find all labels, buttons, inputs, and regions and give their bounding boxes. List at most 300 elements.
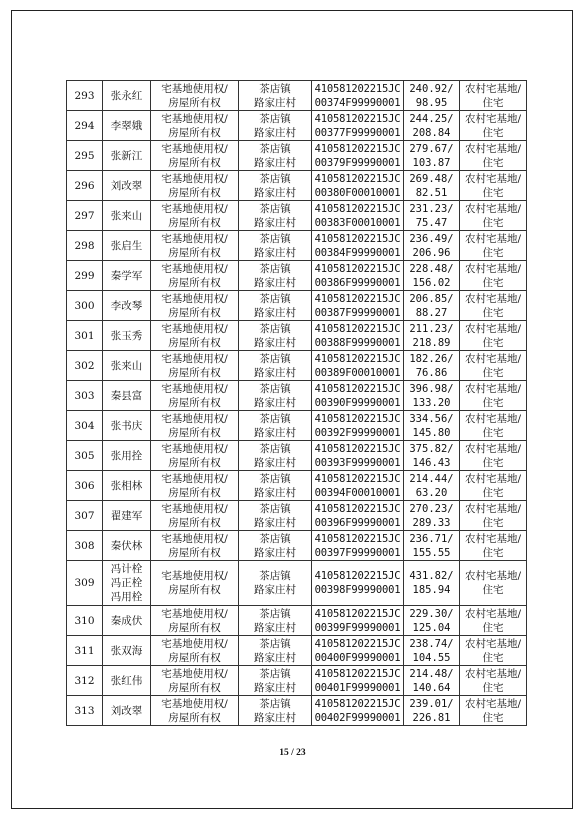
- area-line: 214.44/: [409, 472, 454, 485]
- unit-code-line: 410581202215JC: [314, 637, 401, 650]
- land-use-line: 住宅: [482, 516, 504, 529]
- unit-code-line: 00389F00010001: [314, 366, 401, 379]
- right-type-cell: [151, 351, 239, 381]
- right-type-line: 房屋所有权: [168, 186, 221, 199]
- location-line: 路家庄村: [254, 276, 296, 289]
- location-line: 路家庄村: [254, 396, 296, 409]
- unit-code-cell: [312, 636, 404, 666]
- right-type-line: 宅基地使用权/: [161, 502, 228, 515]
- area-line: 211.23/: [409, 322, 454, 335]
- location-line: 茶店镇: [259, 352, 291, 365]
- right-type-line: 房屋所有权: [168, 584, 221, 596]
- land-use-line: 住宅: [482, 396, 504, 409]
- right-type-cell: [151, 411, 239, 441]
- location-cell: [239, 561, 312, 606]
- land-use-line: 住宅: [482, 336, 504, 349]
- location-line: 路家庄村: [254, 246, 296, 259]
- table-row: [67, 381, 527, 411]
- owner-name-line: 刘改翠: [110, 704, 143, 717]
- land-use-cell: [460, 696, 527, 726]
- right-type-line: 房屋所有权: [168, 651, 221, 664]
- land-use-line: 农村宅基地/: [464, 382, 522, 395]
- land-use-cell: [460, 531, 527, 561]
- land-use-cell: [460, 381, 527, 411]
- land-use-line: 住宅: [482, 546, 504, 559]
- right-type-line: 房屋所有权: [168, 126, 221, 139]
- owner-name-cell: [103, 471, 151, 501]
- unit-code-line: 00399F99990001: [314, 621, 401, 634]
- land-use-cell: [460, 171, 527, 201]
- owner-name-line: 刘改翠: [110, 179, 143, 192]
- location-line: 路家庄村: [254, 306, 296, 319]
- location-cell: [239, 636, 312, 666]
- location-line: 路家庄村: [254, 426, 296, 439]
- unit-code-cell: [312, 141, 404, 171]
- area-line: 269.48/: [409, 172, 454, 185]
- table-row: [67, 696, 527, 726]
- unit-code-line: 00383F00010001: [314, 216, 401, 229]
- table-row: [67, 561, 527, 606]
- area-line: 218.89: [412, 336, 451, 349]
- owner-name-line: 秦学军: [110, 269, 143, 282]
- land-use-cell: [460, 231, 527, 261]
- row-number-cell: 309: [67, 561, 103, 606]
- area-cell: [404, 501, 460, 531]
- unit-code-cell: [312, 291, 404, 321]
- unit-code-line: 410581202215JC: [314, 322, 401, 335]
- unit-code-line: 410581202215JC: [314, 172, 401, 185]
- owner-name-cell: [103, 171, 151, 201]
- right-type-line: 宅基地使用权/: [161, 232, 228, 245]
- table-row: [67, 201, 527, 231]
- area-cell: [404, 141, 460, 171]
- unit-code-line: 410581202215JC: [314, 292, 401, 305]
- unit-code-line: 410581202215JC: [314, 607, 401, 620]
- owner-name-line: 张书庆: [110, 419, 143, 432]
- right-type-line: 房屋所有权: [168, 396, 221, 409]
- location-cell: [239, 666, 312, 696]
- row-number-cell: 298: [67, 231, 103, 261]
- location-line: 路家庄村: [254, 681, 296, 694]
- unit-code-line: 00398F99990001: [314, 584, 401, 596]
- right-type-cell: [151, 111, 239, 141]
- area-cell: [404, 261, 460, 291]
- right-type-line: 房屋所有权: [168, 456, 221, 469]
- land-use-line: 农村宅基地/: [464, 112, 522, 125]
- owner-name-line: 张来山: [110, 359, 143, 372]
- location-cell: [239, 321, 312, 351]
- unit-code-cell: [312, 411, 404, 441]
- owner-name-cell: [103, 141, 151, 171]
- location-line: 茶店镇: [259, 532, 291, 545]
- right-type-cell: [151, 291, 239, 321]
- table-body: [67, 81, 527, 726]
- owner-name-line: 秦成伏: [110, 614, 143, 627]
- unit-code-line: 00400F99990001: [314, 651, 401, 664]
- unit-code-cell: [312, 561, 404, 606]
- location-line: 路家庄村: [254, 546, 296, 559]
- right-type-line: 宅基地使用权/: [161, 532, 228, 545]
- table-row: [67, 441, 527, 471]
- area-line: 239.01/: [409, 697, 454, 710]
- land-use-cell: [460, 471, 527, 501]
- unit-code-cell: [312, 261, 404, 291]
- area-cell: [404, 441, 460, 471]
- area-line: 185.94: [412, 584, 451, 596]
- owner-name-line: 张红伟: [110, 674, 143, 687]
- owner-name-line: 张永红: [110, 89, 143, 102]
- unit-code-cell: [312, 531, 404, 561]
- area-cell: [404, 606, 460, 636]
- right-type-cell: [151, 81, 239, 111]
- unit-code-line: 410581202215JC: [314, 412, 401, 425]
- location-line: 茶店镇: [259, 472, 291, 485]
- owner-name-cell: [103, 351, 151, 381]
- row-number-cell: 299: [67, 261, 103, 291]
- location-cell: [239, 171, 312, 201]
- table-row: [67, 501, 527, 531]
- land-use-line: 住宅: [482, 216, 504, 229]
- unit-code-line: 410581202215JC: [314, 142, 401, 155]
- location-line: 茶店镇: [259, 502, 291, 515]
- unit-code-line: 410581202215JC: [314, 232, 401, 245]
- area-line: 155.55: [412, 546, 451, 559]
- area-line: 431.82/: [409, 570, 454, 582]
- location-cell: [239, 471, 312, 501]
- owner-name-line: 张新江: [110, 149, 143, 162]
- location-line: 路家庄村: [254, 336, 296, 349]
- unit-code-line: 00379F99990001: [314, 156, 401, 169]
- area-cell: [404, 666, 460, 696]
- location-line: 路家庄村: [254, 96, 296, 109]
- area-line: 375.82/: [409, 442, 454, 455]
- area-line: 103.87: [412, 156, 451, 169]
- land-use-line: 农村宅基地/: [464, 532, 522, 545]
- unit-code-line: 00393F99990001: [314, 456, 401, 469]
- land-use-line: 住宅: [482, 426, 504, 439]
- area-cell: [404, 636, 460, 666]
- row-number-cell: 301: [67, 321, 103, 351]
- right-type-cell: [151, 261, 239, 291]
- location-line: 路家庄村: [254, 584, 296, 596]
- owner-name-cell: [103, 231, 151, 261]
- area-line: 396.98/: [409, 382, 454, 395]
- area-line: 244.25/: [409, 112, 454, 125]
- land-use-line: 农村宅基地/: [464, 412, 522, 425]
- land-use-line: 农村宅基地/: [464, 322, 522, 335]
- area-line: 98.95: [415, 96, 448, 109]
- table-row: [67, 321, 527, 351]
- right-type-line: 宅基地使用权/: [161, 322, 228, 335]
- right-type-line: 房屋所有权: [168, 216, 221, 229]
- unit-code-line: 00401F99990001: [314, 681, 401, 694]
- owner-name-cell: [103, 201, 151, 231]
- area-cell: [404, 696, 460, 726]
- owner-name-cell: [103, 111, 151, 141]
- row-number-cell: 293: [67, 81, 103, 111]
- location-cell: [239, 441, 312, 471]
- right-type-line: 房屋所有权: [168, 711, 221, 724]
- table-row: [67, 261, 527, 291]
- location-line: 路家庄村: [254, 186, 296, 199]
- location-line: 茶店镇: [259, 262, 291, 275]
- owner-name-cell: [103, 666, 151, 696]
- location-line: 茶店镇: [259, 142, 291, 155]
- right-type-cell: [151, 501, 239, 531]
- unit-code-line: 410581202215JC: [314, 570, 401, 582]
- owner-name-cell: [103, 261, 151, 291]
- land-use-cell: [460, 111, 527, 141]
- right-type-cell: [151, 441, 239, 471]
- location-line: 路家庄村: [254, 486, 296, 499]
- right-type-line: 宅基地使用权/: [161, 262, 228, 275]
- land-use-cell: [460, 411, 527, 441]
- location-line: 茶店镇: [259, 697, 291, 710]
- area-cell: [404, 171, 460, 201]
- land-use-line: 住宅: [482, 96, 504, 109]
- owner-name-line: 冯正栓: [110, 577, 143, 589]
- unit-code-line: 00387F99990001: [314, 306, 401, 319]
- table-row: [67, 231, 527, 261]
- area-cell: [404, 111, 460, 141]
- owner-name-line: 张相林: [110, 479, 143, 492]
- land-use-line: 住宅: [482, 366, 504, 379]
- owner-name-cell: [103, 321, 151, 351]
- unit-code-line: 00377F99990001: [314, 126, 401, 139]
- land-use-line: 农村宅基地/: [464, 352, 522, 365]
- area-cell: [404, 381, 460, 411]
- area-line: 214.48/: [409, 667, 454, 680]
- land-use-line: 农村宅基地/: [464, 232, 522, 245]
- owner-name-line: 张玉秀: [110, 329, 143, 342]
- land-use-line: 农村宅基地/: [464, 472, 522, 485]
- row-number-cell: 306: [67, 471, 103, 501]
- unit-code-line: 410581202215JC: [314, 382, 401, 395]
- right-type-line: 房屋所有权: [168, 96, 221, 109]
- unit-code-line: 00394F00010001: [314, 486, 401, 499]
- location-cell: [239, 261, 312, 291]
- unit-code-line: 410581202215JC: [314, 112, 401, 125]
- unit-code-cell: [312, 696, 404, 726]
- owner-name-line: 翟建军: [110, 509, 143, 522]
- location-cell: [239, 81, 312, 111]
- area-line: 76.86: [415, 366, 448, 379]
- location-line: 茶店镇: [259, 202, 291, 215]
- right-type-line: 宅基地使用权/: [161, 382, 228, 395]
- right-type-line: 宅基地使用权/: [161, 112, 228, 125]
- right-type-line: 宅基地使用权/: [161, 570, 228, 582]
- unit-code-line: 410581202215JC: [314, 697, 401, 710]
- unit-code-line: 410581202215JC: [314, 82, 401, 95]
- right-type-line: 房屋所有权: [168, 516, 221, 529]
- area-line: 226.81: [412, 711, 451, 724]
- right-type-cell: [151, 381, 239, 411]
- area-line: 82.51: [415, 186, 448, 199]
- right-type-line: 宅基地使用权/: [161, 697, 228, 710]
- right-type-line: 宅基地使用权/: [161, 292, 228, 305]
- area-line: 206.85/: [409, 292, 454, 305]
- location-line: 路家庄村: [254, 621, 296, 634]
- owner-name-cell: [103, 501, 151, 531]
- row-number-cell: 300: [67, 291, 103, 321]
- right-type-line: 房屋所有权: [168, 336, 221, 349]
- area-line: 289.33: [412, 516, 451, 529]
- location-cell: [239, 381, 312, 411]
- unit-code-line: 410581202215JC: [314, 502, 401, 515]
- land-use-cell: [460, 321, 527, 351]
- area-cell: [404, 81, 460, 111]
- right-type-line: 宅基地使用权/: [161, 472, 228, 485]
- unit-code-cell: [312, 231, 404, 261]
- row-number-cell: 311: [67, 636, 103, 666]
- unit-code-line: 00374F99990001: [314, 96, 401, 109]
- right-type-cell: [151, 666, 239, 696]
- owner-name-line: 李翠娥: [110, 119, 143, 132]
- table-row: [67, 351, 527, 381]
- unit-code-line: 410581202215JC: [314, 532, 401, 545]
- unit-code-line: 00386F99990001: [314, 276, 401, 289]
- land-use-line: 农村宅基地/: [464, 697, 522, 710]
- row-number-cell: 307: [67, 501, 103, 531]
- area-line: 228.48/: [409, 262, 454, 275]
- owner-name-line: 秦伏林: [110, 539, 143, 552]
- location-line: 路家庄村: [254, 516, 296, 529]
- location-line: 茶店镇: [259, 637, 291, 650]
- owner-name-line: 张来山: [110, 209, 143, 222]
- table-row: [67, 141, 527, 171]
- row-number-cell: 310: [67, 606, 103, 636]
- area-line: 133.20: [412, 396, 451, 409]
- unit-code-cell: [312, 471, 404, 501]
- right-type-cell: [151, 531, 239, 561]
- unit-code-cell: [312, 441, 404, 471]
- land-use-cell: [460, 441, 527, 471]
- unit-code-line: 410581202215JC: [314, 472, 401, 485]
- location-cell: [239, 696, 312, 726]
- area-line: 156.02: [412, 276, 451, 289]
- unit-code-line: 410581202215JC: [314, 667, 401, 680]
- area-line: 240.92/: [409, 82, 454, 95]
- unit-code-line: 00392F99990001: [314, 426, 401, 439]
- land-use-line: 农村宅基地/: [464, 142, 522, 155]
- table-row: [67, 531, 527, 561]
- location-cell: [239, 291, 312, 321]
- location-line: 茶店镇: [259, 570, 291, 582]
- land-use-line: 住宅: [482, 186, 504, 199]
- area-cell: [404, 291, 460, 321]
- table-row: [67, 411, 527, 441]
- right-type-line: 房屋所有权: [168, 306, 221, 319]
- land-use-line: 住宅: [482, 126, 504, 139]
- location-cell: [239, 411, 312, 441]
- land-use-line: 农村宅基地/: [464, 262, 522, 275]
- area-line: 279.67/: [409, 142, 454, 155]
- right-type-line: 房屋所有权: [168, 681, 221, 694]
- area-line: 146.43: [412, 456, 451, 469]
- right-type-line: 宅基地使用权/: [161, 82, 228, 95]
- right-type-line: 房屋所有权: [168, 621, 221, 634]
- location-line: 茶店镇: [259, 172, 291, 185]
- right-type-line: 房屋所有权: [168, 276, 221, 289]
- owner-name-line: 张启生: [110, 239, 143, 252]
- row-number-cell: 304: [67, 411, 103, 441]
- land-use-cell: [460, 201, 527, 231]
- unit-code-line: 00384F99990001: [314, 246, 401, 259]
- right-type-line: 宅基地使用权/: [161, 412, 228, 425]
- land-use-line: 住宅: [482, 246, 504, 259]
- area-line: 334.56/: [409, 412, 454, 425]
- area-cell: [404, 471, 460, 501]
- area-line: 125.04: [412, 621, 451, 634]
- owner-name-cell: [103, 291, 151, 321]
- table-row: [67, 606, 527, 636]
- unit-code-line: 00380F00010001: [314, 186, 401, 199]
- unit-code-line: 00390F99990001: [314, 396, 401, 409]
- land-use-line: 农村宅基地/: [464, 202, 522, 215]
- table-row: [67, 111, 527, 141]
- right-type-line: 房屋所有权: [168, 156, 221, 169]
- area-cell: [404, 531, 460, 561]
- location-cell: [239, 501, 312, 531]
- area-cell: [404, 411, 460, 441]
- owner-name-line: 张用拴: [110, 449, 143, 462]
- land-use-cell: [460, 561, 527, 606]
- land-use-line: 农村宅基地/: [464, 667, 522, 680]
- row-number-cell: 313: [67, 696, 103, 726]
- land-use-line: 住宅: [482, 621, 504, 634]
- unit-code-cell: [312, 201, 404, 231]
- land-use-line: 农村宅基地/: [464, 82, 522, 95]
- location-line: 茶店镇: [259, 292, 291, 305]
- location-cell: [239, 141, 312, 171]
- land-use-line: 住宅: [482, 711, 504, 724]
- owner-name-cell: [103, 606, 151, 636]
- right-type-line: 宅基地使用权/: [161, 142, 228, 155]
- location-line: 茶店镇: [259, 667, 291, 680]
- unit-code-line: 00397F99990001: [314, 546, 401, 559]
- owner-name-cell: [103, 696, 151, 726]
- land-use-line: 农村宅基地/: [464, 442, 522, 455]
- row-number-cell: 303: [67, 381, 103, 411]
- table-row: [67, 81, 527, 111]
- location-line: 路家庄村: [254, 156, 296, 169]
- location-line: 茶店镇: [259, 412, 291, 425]
- row-number-cell: 305: [67, 441, 103, 471]
- right-type-cell: [151, 606, 239, 636]
- right-type-cell: [151, 141, 239, 171]
- location-line: 茶店镇: [259, 442, 291, 455]
- table-row: [67, 291, 527, 321]
- area-line: 140.64: [412, 681, 451, 694]
- row-number-cell: 308: [67, 531, 103, 561]
- owner-name-cell: [103, 381, 151, 411]
- property-register-table: [66, 80, 527, 726]
- unit-code-line: 00396F99990001: [314, 516, 401, 529]
- location-line: 茶店镇: [259, 232, 291, 245]
- land-use-line: 农村宅基地/: [464, 637, 522, 650]
- unit-code-line: 00388F99990001: [314, 336, 401, 349]
- unit-code-line: 410581202215JC: [314, 352, 401, 365]
- land-use-line: 住宅: [482, 276, 504, 289]
- unit-code-cell: [312, 321, 404, 351]
- owner-name-cell: [103, 441, 151, 471]
- location-line: 茶店镇: [259, 82, 291, 95]
- unit-code-line: 410581202215JC: [314, 442, 401, 455]
- location-line: 路家庄村: [254, 216, 296, 229]
- owner-name-cell: [103, 636, 151, 666]
- unit-code-cell: [312, 381, 404, 411]
- area-line: 236.49/: [409, 232, 454, 245]
